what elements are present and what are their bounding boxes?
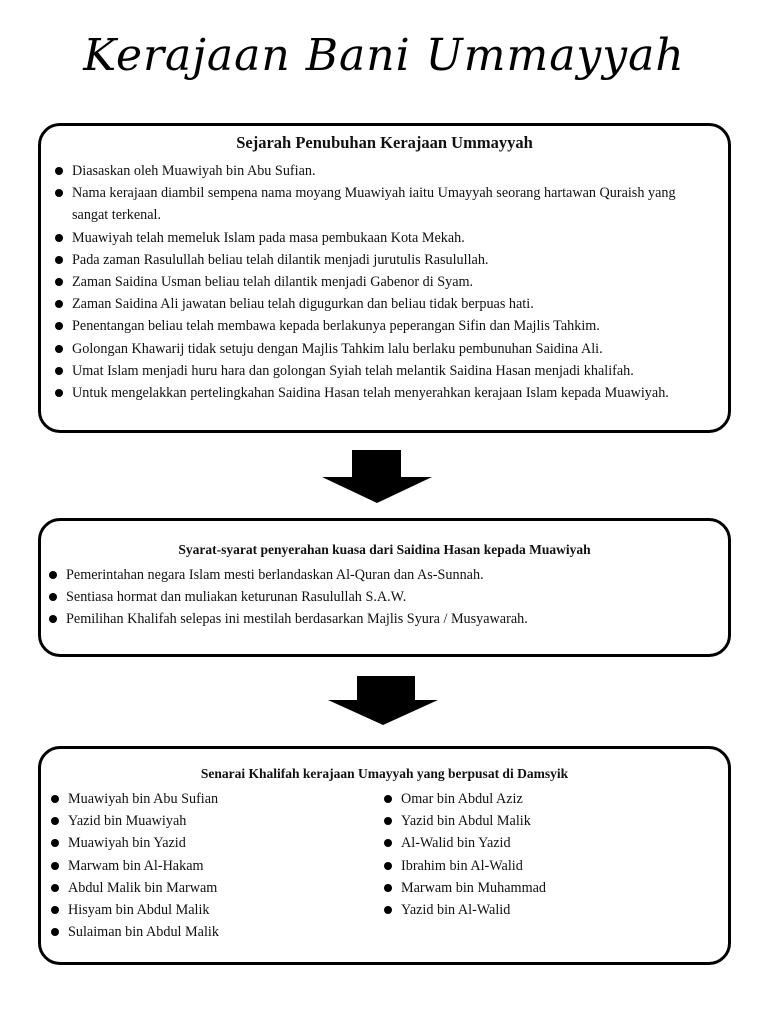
list-item: Golongan Khawarij tidak setuju dengan Majlis Tahkim lalu berlaku pembunuhan Saidina Ali. <box>55 338 710 360</box>
list-item: Ibrahim bin Al-Walid <box>384 855 684 877</box>
page-title: Kerajaan Bani Ummayyah <box>83 30 685 81</box>
down-arrow-icon <box>327 676 439 726</box>
caliphs-list-right <box>384 788 684 943</box>
list-item: Penentangan beliau telah membawa kepada berlakunya peperangan Sifin dan Majlis Tahkim. <box>55 315 710 337</box>
list-item: Muawiyah bin Abu Sufian <box>51 788 384 810</box>
list-item: Nama kerajaan diambil sempena nama moyang Muawiyah iaitu Umayyah seorang hartawan Quraish yang sangat terkenal. <box>55 182 710 226</box>
list-item: Omar bin Abdul Aziz <box>384 788 684 810</box>
caliphs-columns <box>41 788 728 943</box>
conditions-box <box>38 518 731 657</box>
caliphs-heading: Senarai Khalifah kerajaan Umayyah yang berpusat di Damsyik <box>200 766 569 781</box>
list-item: Pemerintahan negara Islam mesti berlandaskan Al-Quran dan As-Sunnah. <box>49 564 728 586</box>
list-item: Marwam bin Muhammad <box>384 877 684 899</box>
list-item: Zaman Saidina Usman beliau telah dilantik menjadi Gabenor di Syam. <box>55 271 710 293</box>
list-item: Sulaiman bin Abdul Malik <box>51 921 384 943</box>
list-item: Zaman Saidina Ali jawatan beliau telah digugurkan dan beliau tidak berpuas hati. <box>55 293 710 315</box>
conditions-heading: Syarat-syarat penyerahan kuasa dari Saidina Hasan kepada Muawiyah <box>178 542 591 557</box>
history-box <box>38 123 731 433</box>
list-item: Muawiyah bin Yazid <box>51 832 384 854</box>
caliphs-box <box>38 746 731 965</box>
list-item: Yazid bin Abdul Malik <box>384 810 684 832</box>
list-item: Hisyam bin Abdul Malik <box>51 899 384 921</box>
list-item: Sentiasa hormat dan muliakan keturunan Rasulullah S.A.W. <box>49 586 728 608</box>
list-item: Pada zaman Rasulullah beliau telah dilantik menjadi jurutulis Rasulullah. <box>55 249 710 271</box>
history-list <box>55 160 710 404</box>
list-item: Pemilihan Khalifah selepas ini mestilah berdasarkan Majlis Syura / Musyawarah. <box>49 608 728 630</box>
list-item: Yazid bin Al-Walid <box>384 899 684 921</box>
list-item: Diasaskan oleh Muawiyah bin Abu Sufian. <box>55 160 710 182</box>
history-heading: Sejarah Penubuhan Kerajaan Ummayyah <box>236 133 533 152</box>
list-item: Abdul Malik bin Marwam <box>51 877 384 899</box>
list-item: Muawiyah telah memeluk Islam pada masa pembukaan Kota Mekah. <box>55 227 710 249</box>
list-item: Yazid bin Muawiyah <box>51 810 384 832</box>
list-item: Untuk mengelakkan pertelingkahan Saidina Hasan telah menyerahkan kerajaan Islam kepada Muawiyah. <box>55 382 710 404</box>
list-item: Al-Walid bin Yazid <box>384 832 684 854</box>
caliphs-list-left <box>51 788 384 943</box>
conditions-list <box>49 564 728 631</box>
list-item: Marwam bin Al-Hakam <box>51 855 384 877</box>
down-arrow-icon <box>321 450 433 504</box>
list-item: Umat Islam menjadi huru hara dan golongan Syiah telah melantik Saidina Hasan menjadi khalifah. <box>55 360 710 382</box>
